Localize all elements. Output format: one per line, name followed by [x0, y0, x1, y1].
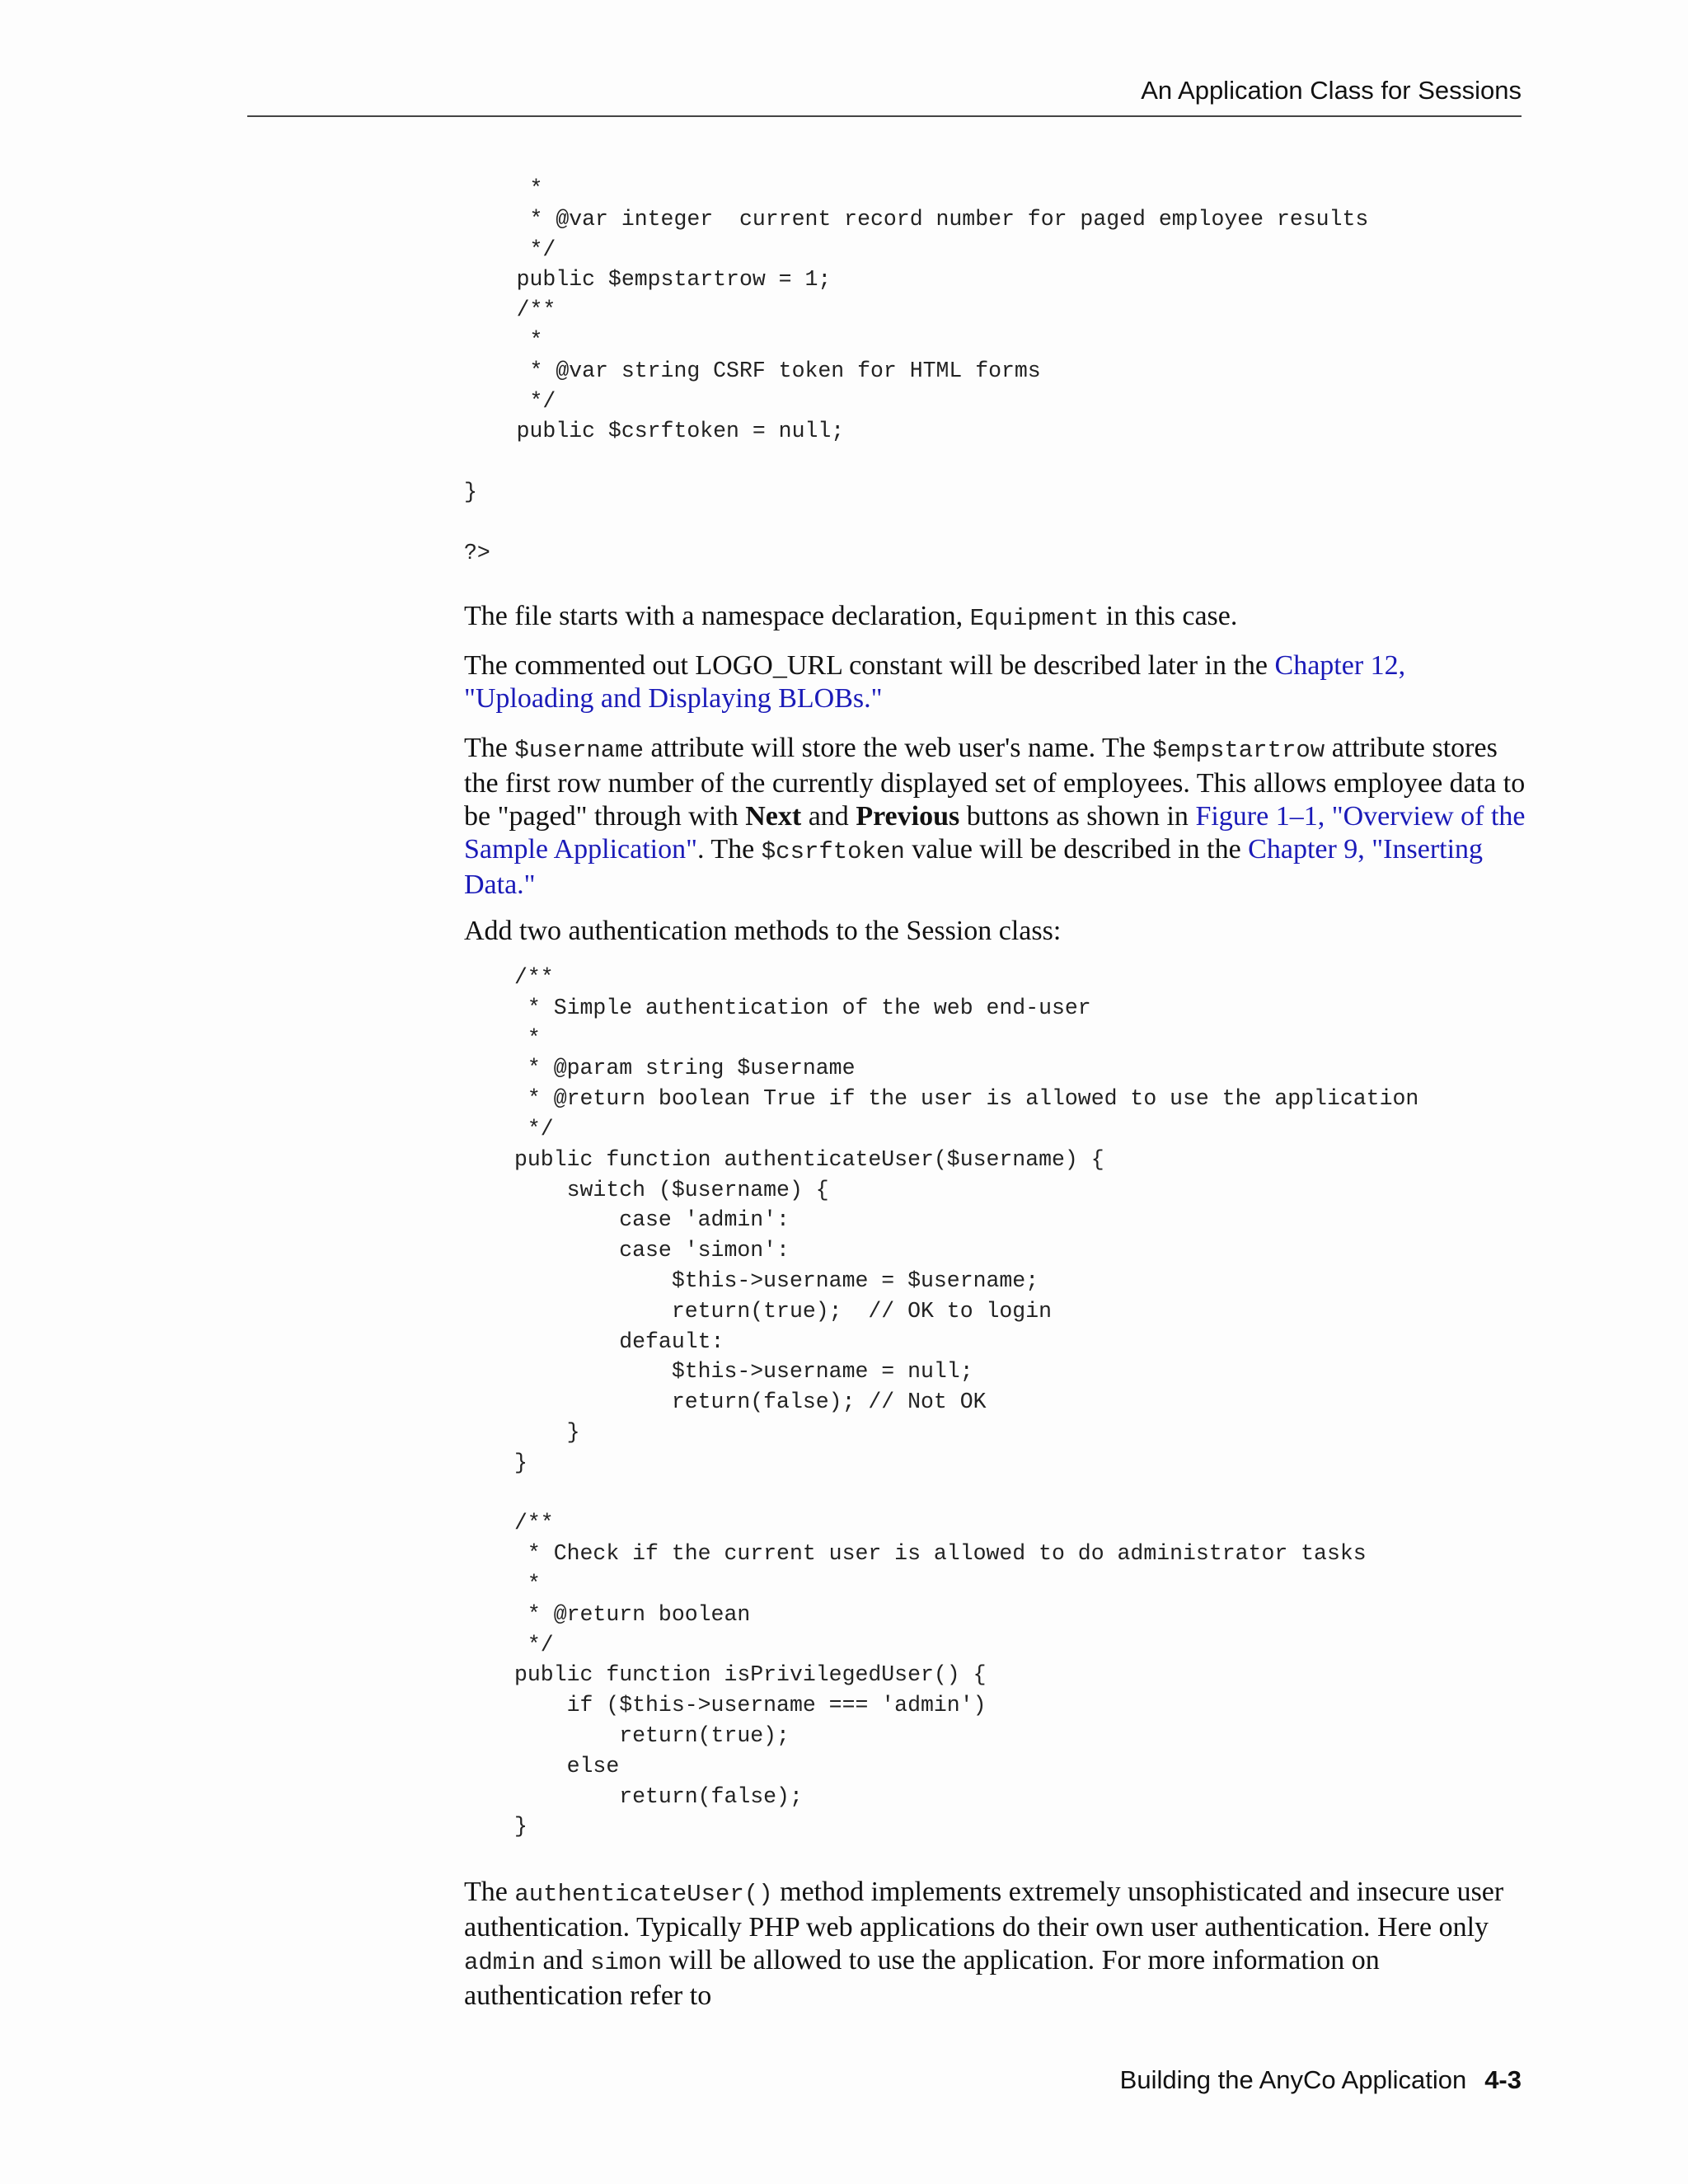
inline-code-empstartrow: $empstartrow — [1152, 737, 1325, 764]
page-number: 4-3 — [1484, 2065, 1522, 2094]
inline-code-equipment: Equipment — [969, 605, 1100, 632]
footer-title: Building the AnyCo Application — [1119, 2065, 1467, 2094]
text: The — [464, 733, 515, 763]
text: attribute stores the first row number of the currently displayed set of employees. This allows employee data to be "paged" through with — [464, 733, 1526, 832]
text: value will be described in the — [904, 834, 1249, 865]
text: will be allowed to use the application. For more information on authentication refer to — [464, 1945, 1380, 2011]
link-figure-1-1[interactable]: Figure 1–1, "Overview of the Sample Application" — [464, 801, 1526, 865]
text: The file starts with a namespace declaration, — [464, 601, 970, 631]
inline-code-admin: admin — [464, 1949, 537, 1976]
inline-code-username: $username — [514, 737, 644, 764]
text: method implements extremely unsophisticated and insecure user authentication. Typically PHP web applications do their own user authentication. Here only — [464, 1877, 1504, 1943]
link-chapter-12[interactable]: Chapter 12, "Uploading and Displaying BLOBs." — [464, 650, 1406, 714]
text: . The — [697, 834, 762, 865]
text: attribute will store the web user's name. The — [644, 733, 1153, 763]
text: and — [801, 801, 856, 832]
bold-previous: Previous — [856, 801, 960, 832]
inline-code-simon: simon — [590, 1949, 663, 1976]
paragraph-logo-url — [464, 649, 1527, 715]
inline-code-authenticateuser: authenticateUser() — [514, 1881, 773, 1908]
code-block-auth-methods: /** * Simple authentication of the web end-user * * @param string $username * @return boolean True if the user is allowed to use the application */ public function authenticateUser($username) { switch ($username) { case 'admin': case 'simon': $this->username = $username; return(true); // OK to login default: $this->username = null; return(false); // Not OK } } /** * Check if the current user is allowed to do administrator tasks * * @return boolean */ public function isPrivilegedUser() { if ($this->username === 'admin') return(true); else return(false); } — [514, 965, 1419, 1840]
inline-code-csrftoken: $csrftoken — [761, 838, 905, 865]
header-rule — [247, 115, 1522, 117]
paragraph-authenticate-user — [464, 1876, 1527, 2013]
paragraph-add-methods: Add two authentication methods to the Session class: — [464, 916, 1062, 946]
text: and — [536, 1945, 591, 1975]
paragraph-namespace — [464, 600, 1527, 635]
text: buttons as shown in — [959, 801, 1196, 832]
text: The — [464, 1877, 515, 1907]
bold-next: Next — [745, 801, 802, 832]
running-footer — [742, 2065, 1522, 2095]
text: in this case. — [1099, 601, 1238, 631]
running-header: An Application Class for Sessions — [1141, 76, 1522, 105]
code-block-session-attributes: * * @var integer current record number for paged employee results */ public $empstartrow = 1; /** * * @var string CSRF token for HTML forms */ public $csrftoken = null; } ?> — [464, 176, 1369, 565]
paragraph-attributes — [464, 732, 1527, 902]
link-chapter-9[interactable]: Chapter 9, "Inserting Data." — [464, 834, 1484, 900]
text: The commented out LOGO_URL constant will be described later in the — [464, 650, 1275, 681]
